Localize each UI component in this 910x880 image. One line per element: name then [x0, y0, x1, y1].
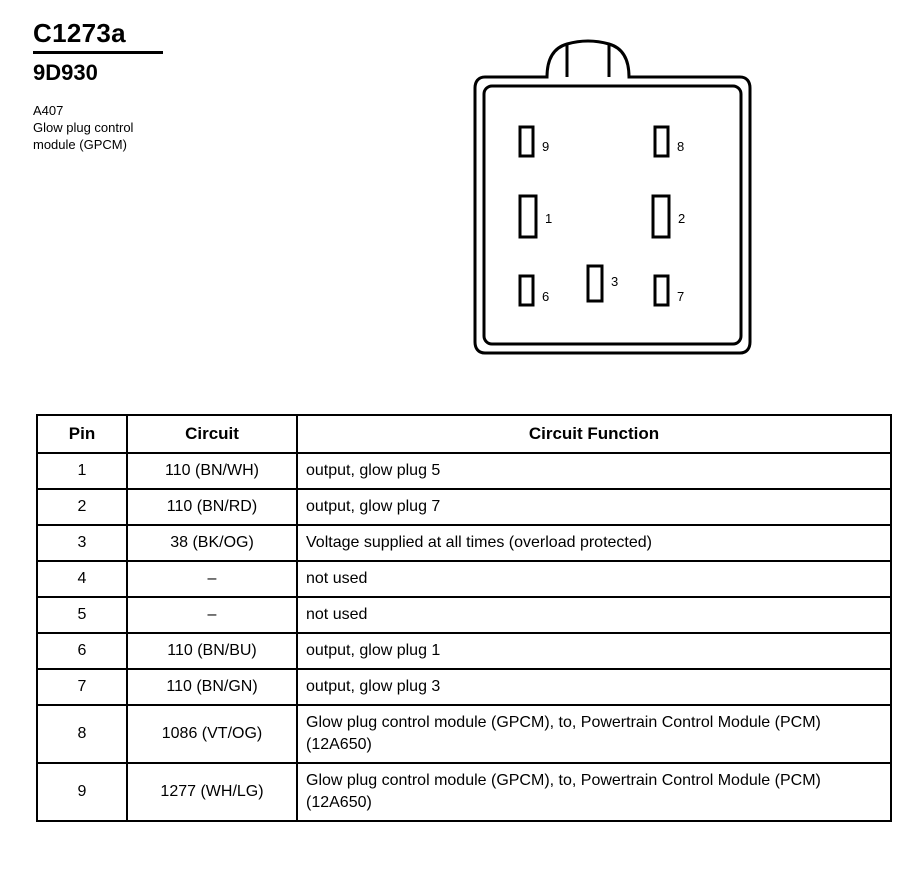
table-row	[37, 669, 891, 705]
pin-assignment-table	[36, 414, 892, 822]
pin-table-container	[36, 414, 892, 822]
cell-circuit: –	[127, 561, 297, 597]
table-row	[37, 561, 891, 597]
cell-circuit: –	[127, 597, 297, 633]
cell-pin: 2	[37, 489, 127, 525]
cell-circuit: 1277 (WH/LG)	[127, 763, 297, 821]
cell-pin: 7	[37, 669, 127, 705]
cell-pin: 1	[37, 453, 127, 489]
pin-label-2: 2	[678, 211, 686, 226]
component-description-line1: Glow plug control	[33, 120, 134, 135]
header-divider	[33, 51, 163, 54]
cell-circuit: 38 (BK/OG)	[127, 525, 297, 561]
cell-function: not used	[297, 561, 891, 597]
pin-label-3: 3	[611, 274, 619, 289]
cell-function: not used	[297, 597, 891, 633]
cell-pin: 8	[37, 705, 127, 763]
table-row	[37, 597, 891, 633]
cell-pin: 3	[37, 525, 127, 561]
pin-cavity-8	[655, 127, 668, 156]
cell-function: output, glow plug 5	[297, 453, 891, 489]
cell-function: Glow plug control module (GPCM), to, Powertrain Control Module (PCM) (12A650)	[297, 763, 891, 821]
table-row	[37, 705, 891, 763]
cell-circuit: 110 (BN/GN)	[127, 669, 297, 705]
cell-function: output, glow plug 7	[297, 489, 891, 525]
connector-id: C1273a	[33, 18, 126, 48]
cell-function: output, glow plug 3	[297, 669, 891, 705]
cell-pin: 5	[37, 597, 127, 633]
table-row	[37, 489, 891, 525]
table-row	[37, 633, 891, 669]
table-header-row	[37, 415, 891, 453]
cell-pin: 9	[37, 763, 127, 821]
table-row	[37, 453, 891, 489]
pin-cavity-3	[588, 266, 602, 301]
table-body	[37, 453, 891, 821]
component-description-line2: module (GPCM)	[33, 137, 127, 152]
table-row	[37, 525, 891, 561]
cell-function: Glow plug control module (GPCM), to, Powertrain Control Module (PCM) (12A650)	[297, 705, 891, 763]
pin-cavity-6	[520, 276, 533, 305]
cell-function: output, glow plug 1	[297, 633, 891, 669]
cell-circuit: 110 (BN/RD)	[127, 489, 297, 525]
cell-circuit: 1086 (VT/OG)	[127, 705, 297, 763]
pin-cavity-9	[520, 127, 533, 156]
pin-label-7: 7	[677, 289, 685, 304]
pin-label-6: 6	[542, 289, 550, 304]
connector-diagram	[455, 20, 765, 370]
pin-cavity-2	[653, 196, 669, 237]
connector-tab-lines	[567, 43, 609, 77]
connector-outline	[475, 41, 750, 353]
cell-circuit: 110 (BN/BU)	[127, 633, 297, 669]
cell-circuit: 110 (BN/WH)	[127, 453, 297, 489]
table-row	[37, 763, 891, 821]
header-block	[33, 18, 273, 153]
column-header-circuit: Circuit	[127, 415, 297, 453]
cell-function: Voltage supplied at all times (overload protected)	[297, 525, 891, 561]
pin-label-9: 9	[542, 139, 550, 154]
pin-label-8: 8	[677, 139, 685, 154]
cell-pin: 6	[37, 633, 127, 669]
column-header-function: Circuit Function	[297, 415, 891, 453]
pin-cavity-1	[520, 196, 536, 237]
component-code: A407	[33, 103, 64, 118]
pin-label-1: 1	[545, 211, 553, 226]
cell-pin: 4	[37, 561, 127, 597]
part-number: 9D930	[33, 60, 98, 85]
column-header-pin: Pin	[37, 415, 127, 453]
pin-cavity-7	[655, 276, 668, 305]
